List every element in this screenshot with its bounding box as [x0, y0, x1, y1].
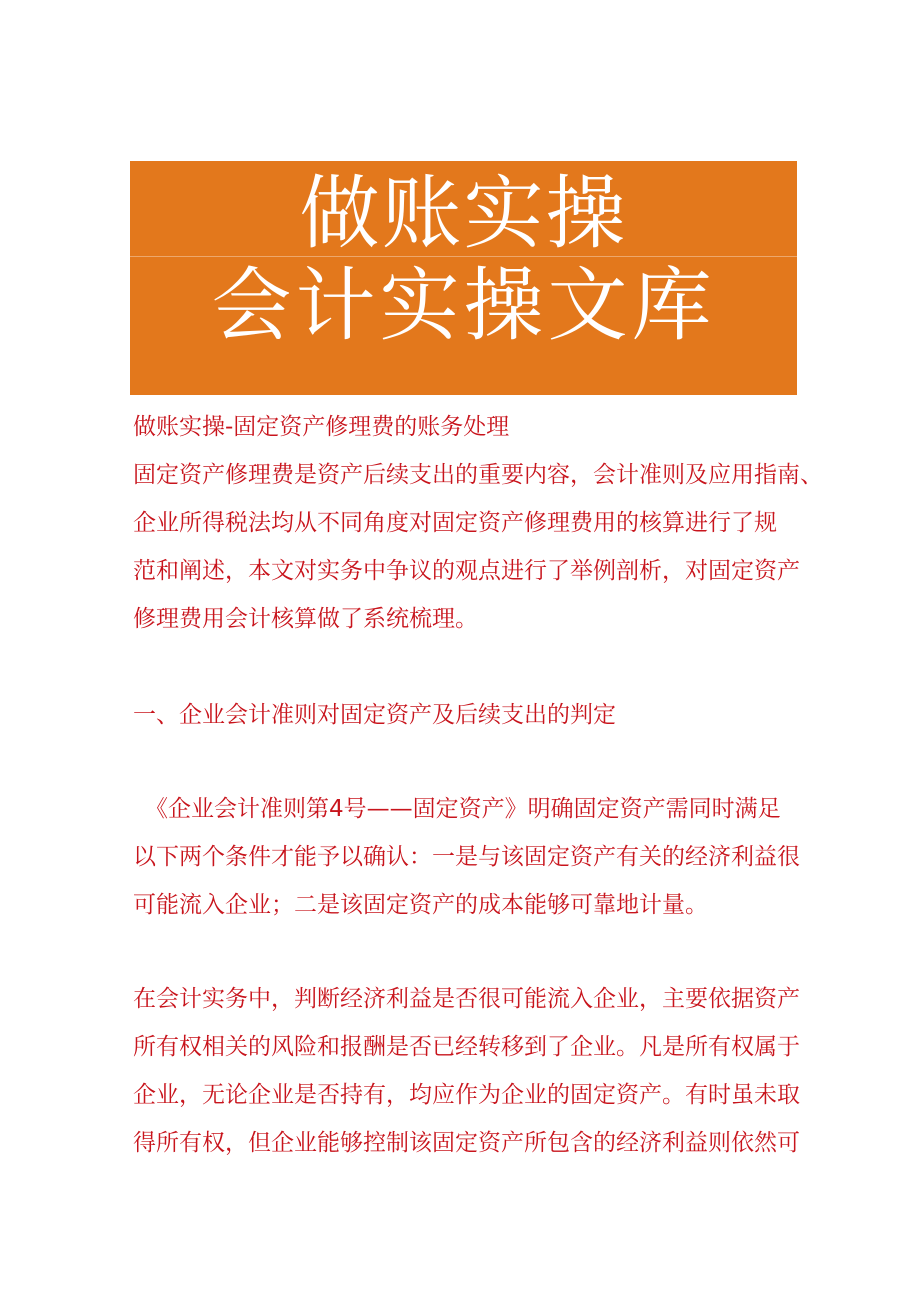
paragraph-practice: [133, 975, 823, 1167]
section-heading: [133, 691, 823, 739]
intro-paragraph: [133, 451, 823, 643]
section-heading-text: 一、企业会计准则对固定资产及后续支出的判定: [133, 702, 616, 728]
paragraph-line: 范和阐述，本文对实务中争议的观点进行了举例剖析，对固定资产: [133, 558, 800, 584]
document-title: [133, 403, 823, 451]
banner-divider: [130, 256, 797, 257]
paragraph-line: 固定资产修理费是资产后续支出的重要内容，会计准则及应用指南、: [133, 462, 823, 488]
paragraph-line: 以下两个条件才能予以确认：一是与该固定资产有关的经济利益很: [133, 844, 800, 870]
paragraph-line: 企业，无论企业是否持有，均应作为企业的固定资产。有时虽未取: [133, 1082, 800, 1108]
paragraph-line: 在会计实务中，判断经济利益是否很可能流入企业，主要依据资产: [133, 986, 800, 1012]
paragraph-line: 修理费用会计核算做了系统梳理。: [133, 606, 478, 632]
paragraph-line: 可能流入企业；二是该固定资产的成本能够可靠地计量。: [133, 892, 708, 918]
paragraph-standard-definition: [133, 785, 823, 929]
document-title-text: 做账实操-固定资产修理费的账务处理: [133, 414, 510, 440]
banner-title-line1: 做账实操: [299, 167, 628, 260]
banner-title-line2: 会计实操文库: [211, 259, 716, 352]
paragraph-line: 《企业会计准则第4号——固定资产》明确固定资产需同时满足: [145, 796, 781, 822]
paragraph-line: 所有权相关的风险和报酬是否已经转移到了企业。凡是所有权属于: [133, 1034, 800, 1060]
paragraph-line: 企业所得税法均从不同角度对固定资产修理费用的核算进行了规: [133, 510, 777, 536]
paragraph-line: 得所有权，但企业能够控制该固定资产所包含的经济利益则依然可: [133, 1130, 800, 1156]
title-banner: [130, 161, 797, 395]
